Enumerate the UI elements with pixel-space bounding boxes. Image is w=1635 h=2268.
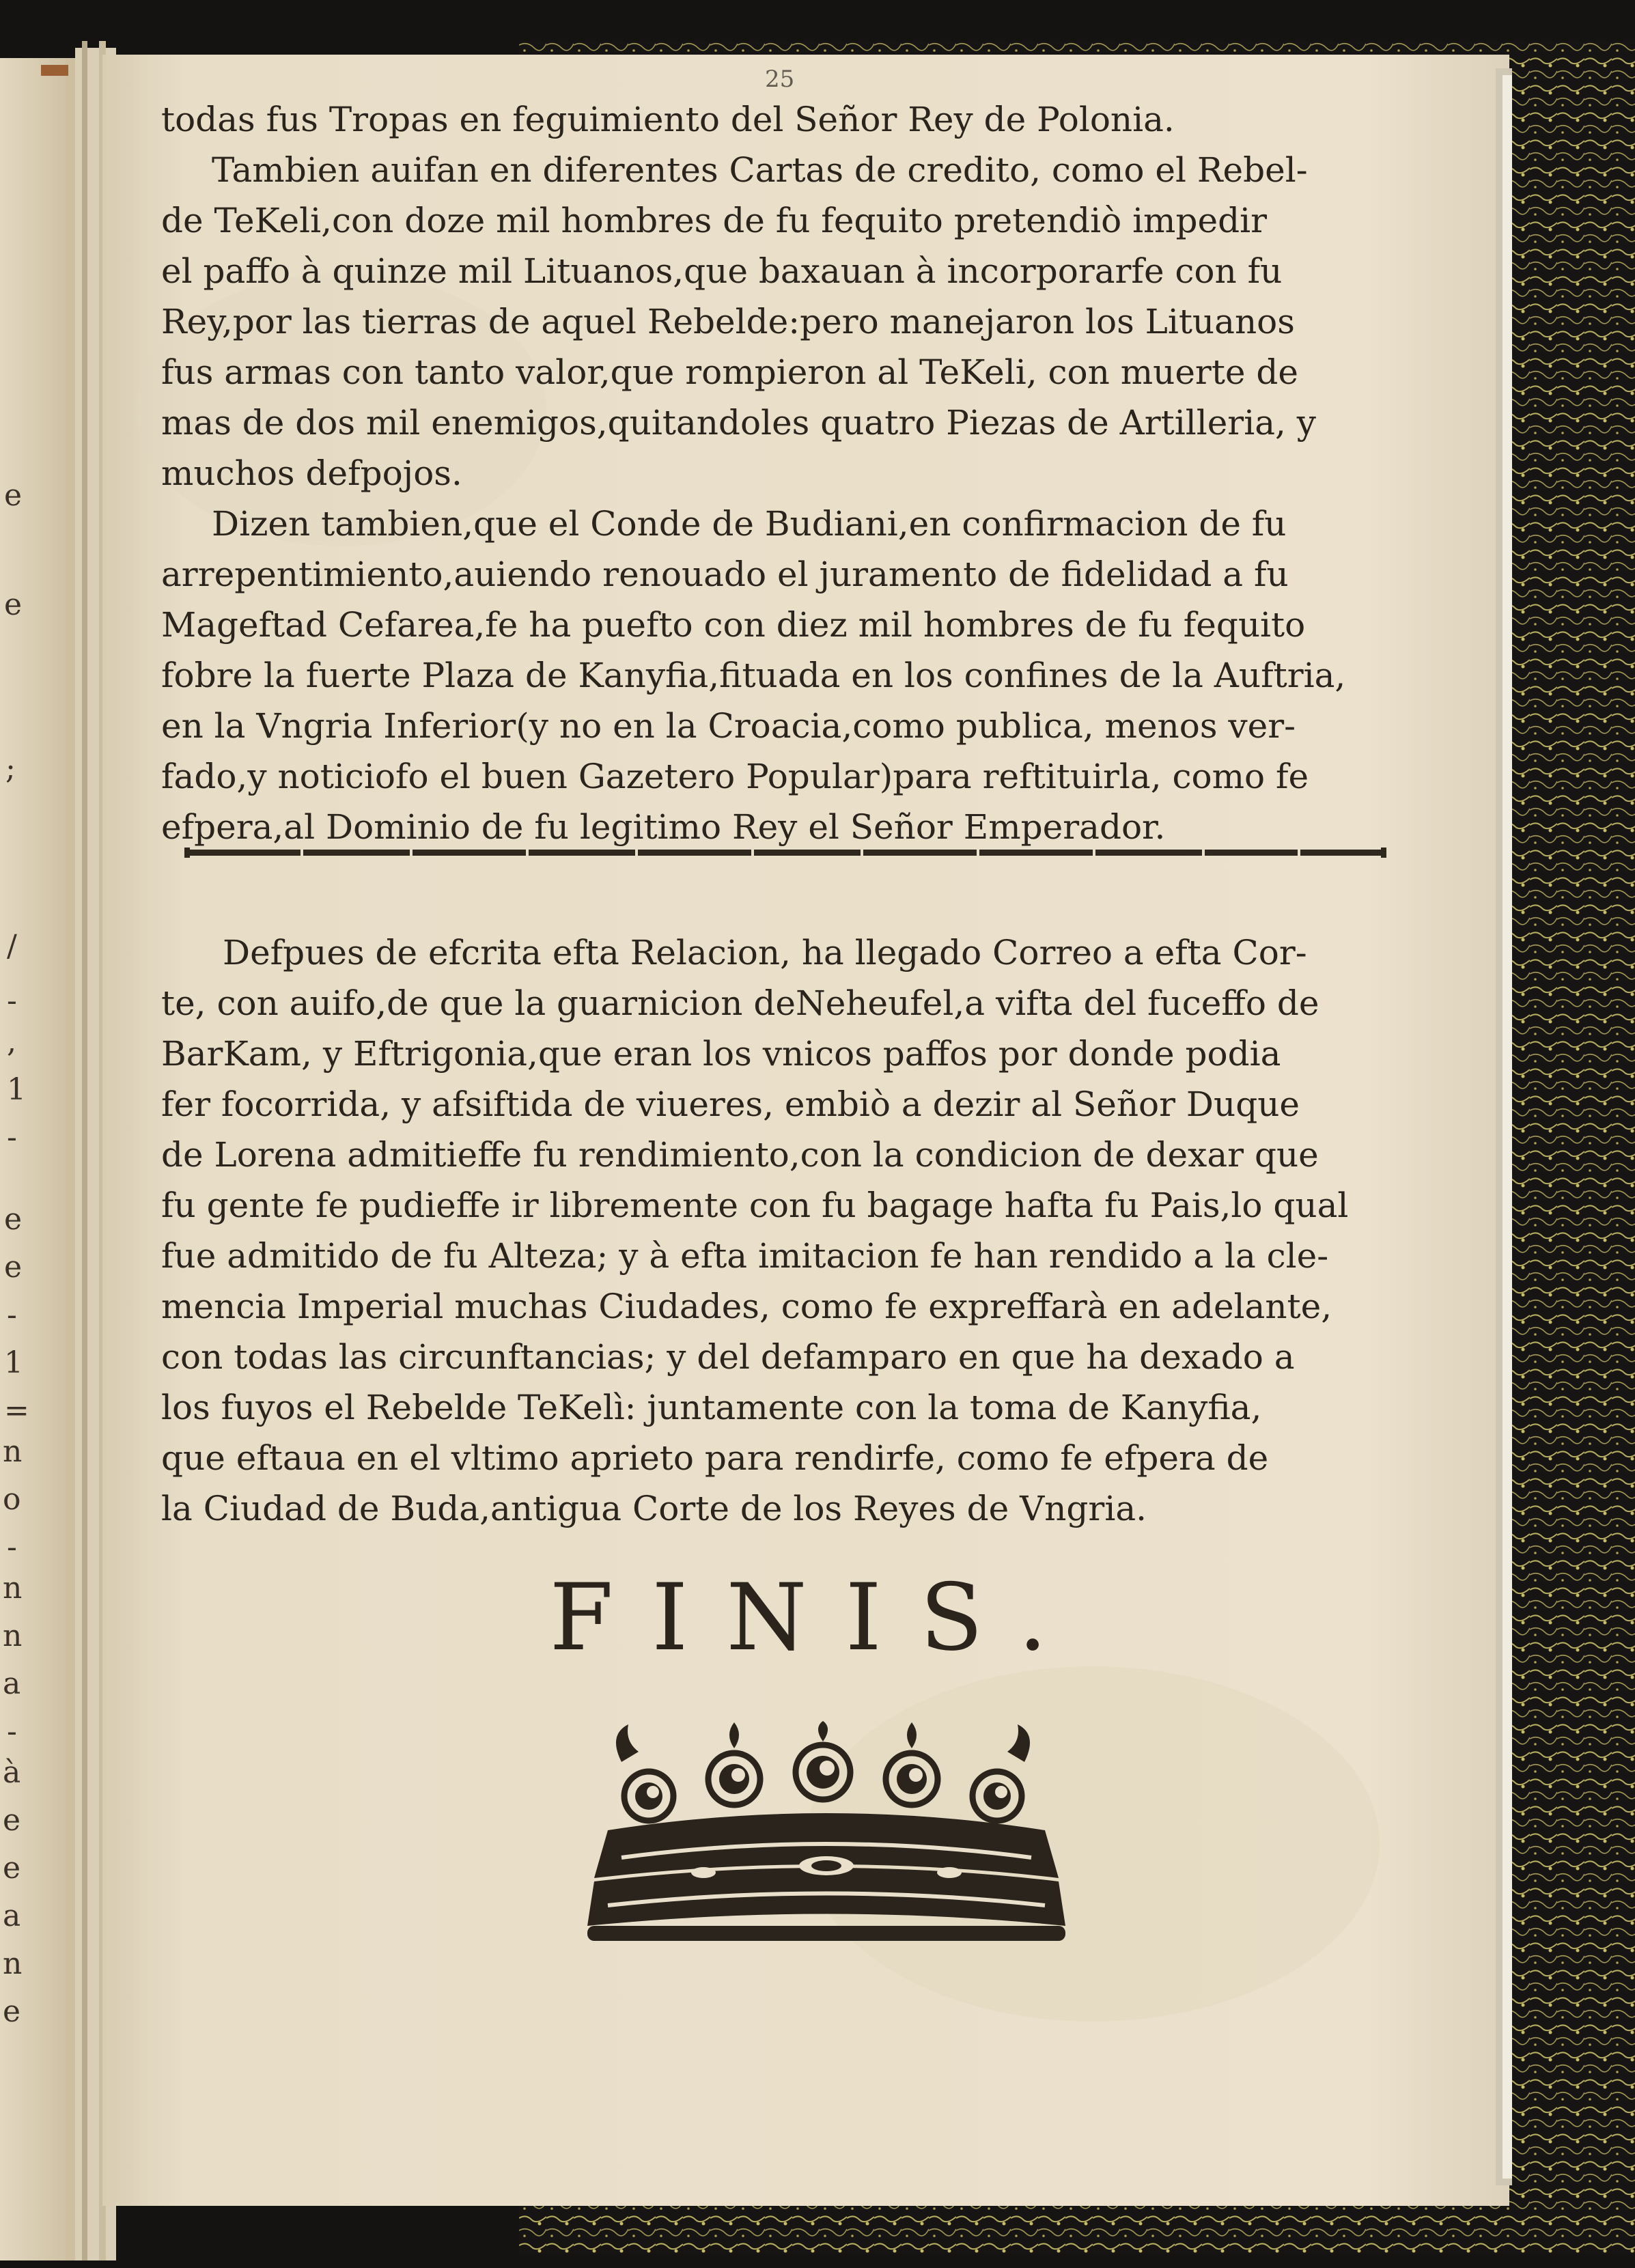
fragment: ;: [5, 751, 16, 786]
text-line: de TeKeli,con doze mil hombres de fu fequito pretendiò impedir: [161, 201, 1267, 240]
text-line: Tambien auifan en diferentes Cartas de credito, como el Rebel-: [212, 150, 1308, 190]
text-line: Defpues de efcrita efta Relacion, ha llegado Correo a efta Cor-: [223, 933, 1307, 972]
fragment: -: [7, 1530, 17, 1565]
fragment: a: [3, 1899, 21, 1933]
fragment: /: [7, 929, 17, 964]
text-line: de Lorena admitieffe fu rendimiento,con la condicion de dexar que: [161, 1135, 1319, 1175]
fragment: o: [3, 1482, 21, 1517]
fragment: e: [4, 478, 23, 513]
text-line: fue admitido de fu Alteza; y à efta imitacion fe han rendido a la cle-: [161, 1236, 1329, 1276]
text-line: mas de dos mil enemigos,quitandoles quatro Piezas de Artilleria, y: [161, 403, 1317, 443]
text-line: fu gente fe pudieffe ir libremente con fu bagage hafta fu Pais,lo qual: [161, 1186, 1349, 1225]
text-line: la Ciudad de Buda,antigua Corte de los Reyes de Vngria.: [161, 1489, 1147, 1528]
text-line: el paffo à quinze mil Lituanos,que baxauan à incorporarfe con fu: [161, 251, 1283, 291]
text-line: todas fus Tropas en feguimiento del Señor Rey de Polonia.: [161, 100, 1175, 139]
fragment: =: [4, 1393, 29, 1428]
text-line: mencia Imperial muchas Ciudades, como fe expreffarà en adelante,: [161, 1287, 1332, 1326]
text-line: arrepentimiento,auiendo renouado el juramento de fidelidad a fu: [161, 555, 1289, 594]
text-line: Mageftad Cefarea,fe ha puefto con diez mil hombres de fu fequito: [161, 605, 1306, 645]
text-line: te, con auifo,de que la guarnicion deNeheufel,a vifta del fuceffo de: [161, 983, 1319, 1023]
fragment: e: [3, 1994, 21, 2029]
divider-rule: [184, 844, 1386, 865]
text-line: fobre la fuerte Plaza de Kanyfia,fituada en los confines de la Auftria,: [161, 656, 1346, 695]
fragment: e: [3, 1803, 21, 1838]
text-line: Dizen tambien,que el Conde de Budiani,en confirmacion de fu: [212, 504, 1287, 544]
text-line: BarKam, y Eftrigonia,que eran los vnicos paffos por donde podia: [161, 1034, 1281, 1074]
fragment: e: [3, 1851, 21, 1886]
fragment: ,: [7, 1024, 16, 1059]
text-line: fus armas con tanto valor,que rompieron al TeKeli, con muerte de: [161, 352, 1298, 392]
text-line: fer focorrida, y afsiftida de viueres, embiò a dezir al Señor Duque: [161, 1084, 1300, 1124]
fragment: à: [3, 1755, 21, 1790]
header-mark: 25: [765, 66, 795, 93]
text-line: los fuyos el Rebelde TeKelì: juntamente con la toma de Kanyfia,: [161, 1388, 1262, 1427]
text-line: efpera,al Dominio de fu legitimo Rey el Señor Emperador.: [161, 807, 1166, 847]
fragment: n: [3, 1619, 23, 1653]
fragment: e: [4, 587, 23, 622]
fragment: -: [7, 1714, 17, 1749]
crown-ornament-icon: [581, 1721, 1072, 1946]
fragment: 1: [4, 1345, 23, 1380]
finis-heading: FINIS.: [549, 1564, 1086, 1671]
fragment: 1: [7, 1072, 26, 1107]
fragment: -: [7, 1298, 17, 1332]
fragment: -: [7, 983, 17, 1018]
fragment: e: [4, 1250, 23, 1285]
fragment: a: [3, 1666, 21, 1701]
text-line: muchos defpojos.: [161, 453, 462, 493]
text-line: con todas las circunftancias; y del defamparo en que ha dexado a: [161, 1337, 1295, 1377]
fragment: n: [3, 1946, 23, 1981]
text-line: Rey,por las tierras de aquel Rebelde:pero manejaron los Lituanos: [161, 302, 1295, 341]
text-line: fado,y noticiofo el buen Gazetero Popular)para reftituirla, como fe: [161, 757, 1309, 796]
text-line: que eftaua en el vltimo aprieto para rendirfe, como fe efpera de: [161, 1438, 1269, 1478]
fragment: n: [3, 1434, 23, 1469]
fragment: n: [3, 1571, 23, 1606]
fragment: e: [4, 1202, 23, 1237]
text-line: en la Vngria Inferior(y no en la Croacia,como publica, menos ver-: [161, 706, 1296, 746]
fragment: -: [7, 1120, 17, 1155]
